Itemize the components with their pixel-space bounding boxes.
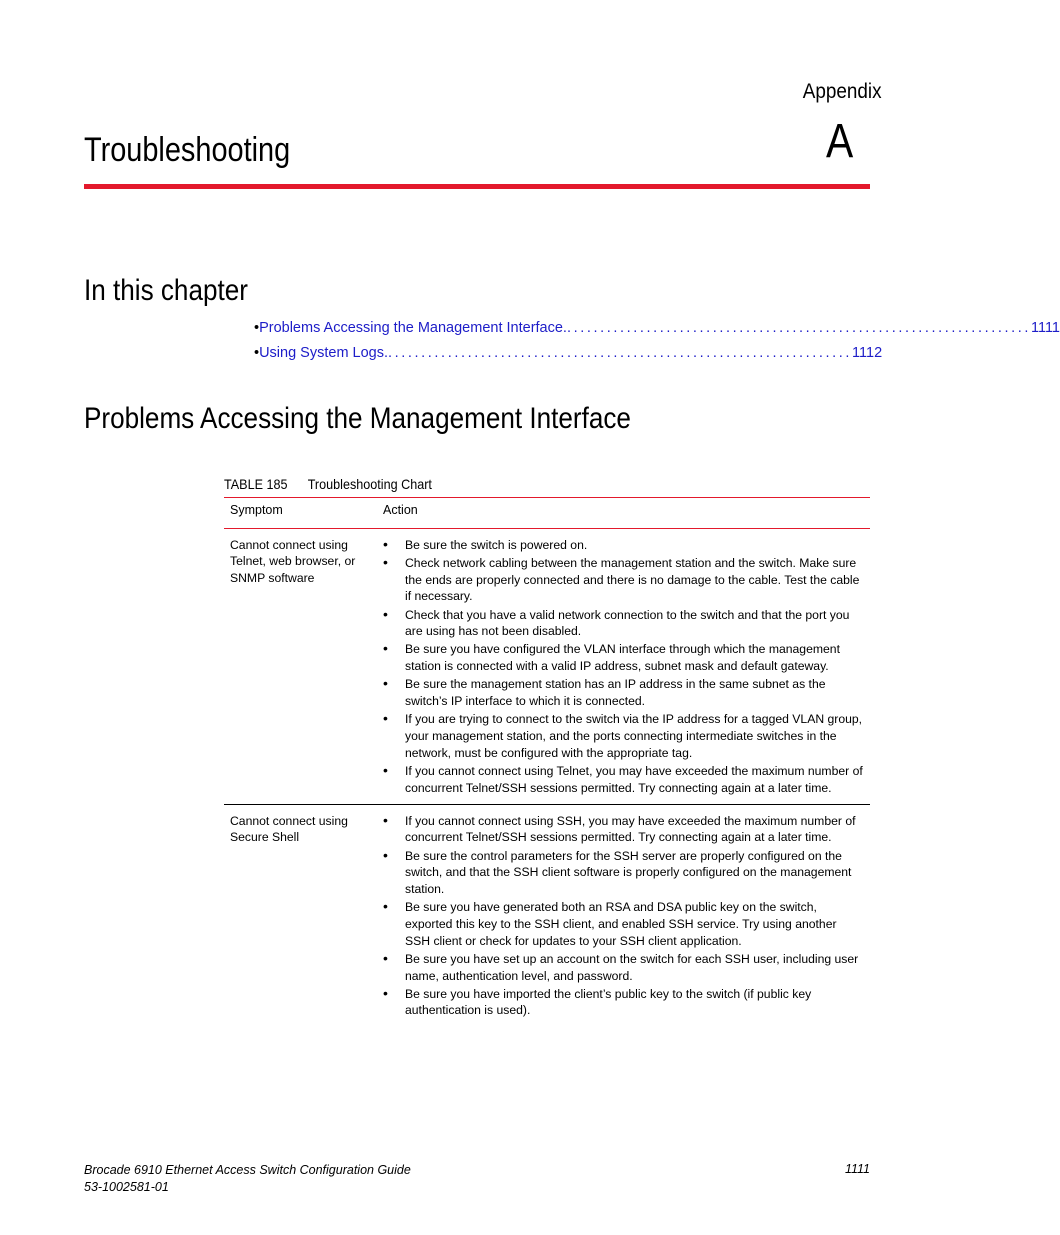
action-item: • Be sure the control parameters for the SSH server are properly configured on the switch, and that the SSH client software is properly configured on the management station. [383, 848, 864, 898]
toc-item[interactable] [254, 320, 1060, 345]
action-item: • Be sure you have set up an account on the switch for each SSH user, including user name, authentication level, and password. [383, 951, 864, 984]
action-item: • Be sure you have generated both an RSA and DSA public key on the switch, exported this key to the SSH client, and enabled SSH service. Try using another SSH client or check for updates to your SSH client application. [383, 899, 864, 949]
chapter-toc [254, 320, 1060, 370]
toc-leader-dots: ...................................................................... [566, 320, 1031, 336]
action-item: • Check that you have a valid network connection to the switch and that the port you are using has not been disabled. [383, 607, 864, 640]
table-row [224, 528, 870, 804]
action-item: • Be sure the switch is powered on. [383, 537, 864, 554]
symptom-cell: Cannot connect using Telnet, web browser, or SNMP software [230, 537, 356, 586]
action-item: • Check network cabling between the management station and the switch. Make sure the ends are properly connected and there is no damage to the cable. Test the cable if necessary. [383, 555, 864, 605]
footer-doc-number: 53-1002581-01 [84, 1179, 169, 1194]
action-item: • Be sure you have imported the client’s public key to the switch (if public key authentication is used). [383, 986, 864, 1019]
action-list [383, 813, 864, 1019]
section-heading: Problems Accessing the Management Interface [84, 402, 631, 435]
column-header-symptom: Symptom [224, 498, 377, 529]
action-item: • Be sure the management station has an IP address in the same subnet as the switch’s IP interface to which it is connected. [383, 676, 864, 709]
action-item: • If you cannot connect using SSH, you may have exceeded the maximum number of concurrent Telnet/SSH sessions permitted. Try connecting again at a later time. [383, 813, 864, 846]
troubleshooting-table [224, 497, 870, 1027]
action-item: • If you cannot connect using Telnet, you may have exceeded the maximum number of concurrent Telnet/SSH sessions permitted. Try connecting again at a later time. [383, 763, 864, 796]
toc-item[interactable] [254, 345, 883, 370]
action-cell [377, 804, 870, 1026]
page-footer [84, 1162, 411, 1195]
bullet-icon: • [254, 345, 260, 361]
footer-doc-title: Brocade 6910 Ethernet Access Switch Configuration Guide [84, 1163, 411, 1177]
symptom-cell: Cannot connect using Secure Shell [224, 804, 377, 1026]
table-header-row [224, 498, 870, 529]
table-caption [224, 476, 432, 492]
appendix-letter: A [826, 115, 854, 168]
footer-page-number: 1111 [844, 1162, 870, 1176]
toc-leader-dots: ...................................................................... [388, 345, 853, 361]
action-item: • If you are trying to connect to the switch via the IP address for a tagged VLAN group, your management station, and the ports connecting intermediate switches in the network, must be configured with the appropriate tag. [383, 711, 864, 761]
bullet-icon: • [254, 320, 260, 336]
action-list [383, 537, 864, 797]
action-item: • Be sure you have configured the VLAN interface through which the management station is connected with a valid IP address, subnet mask and default gateway. [383, 641, 864, 674]
in-this-chapter-heading: In this chapter [84, 274, 248, 307]
chapter-title-rule [84, 184, 870, 189]
toc-link[interactable]: Problems Accessing the Management Interface. [259, 320, 567, 336]
chapter-title: Troubleshooting [84, 131, 291, 169]
table-number: TABLE 185 [224, 476, 288, 492]
toc-link[interactable]: Using System Logs. [259, 345, 389, 361]
toc-page-number[interactable]: 1112 [852, 345, 883, 361]
column-header-action: Action [377, 498, 870, 529]
appendix-label: Appendix [803, 80, 882, 103]
toc-page-number[interactable]: 1111 [1030, 320, 1060, 336]
table-row [224, 804, 870, 1026]
action-cell [377, 528, 870, 804]
table-title: Troubleshooting Chart [307, 476, 432, 492]
